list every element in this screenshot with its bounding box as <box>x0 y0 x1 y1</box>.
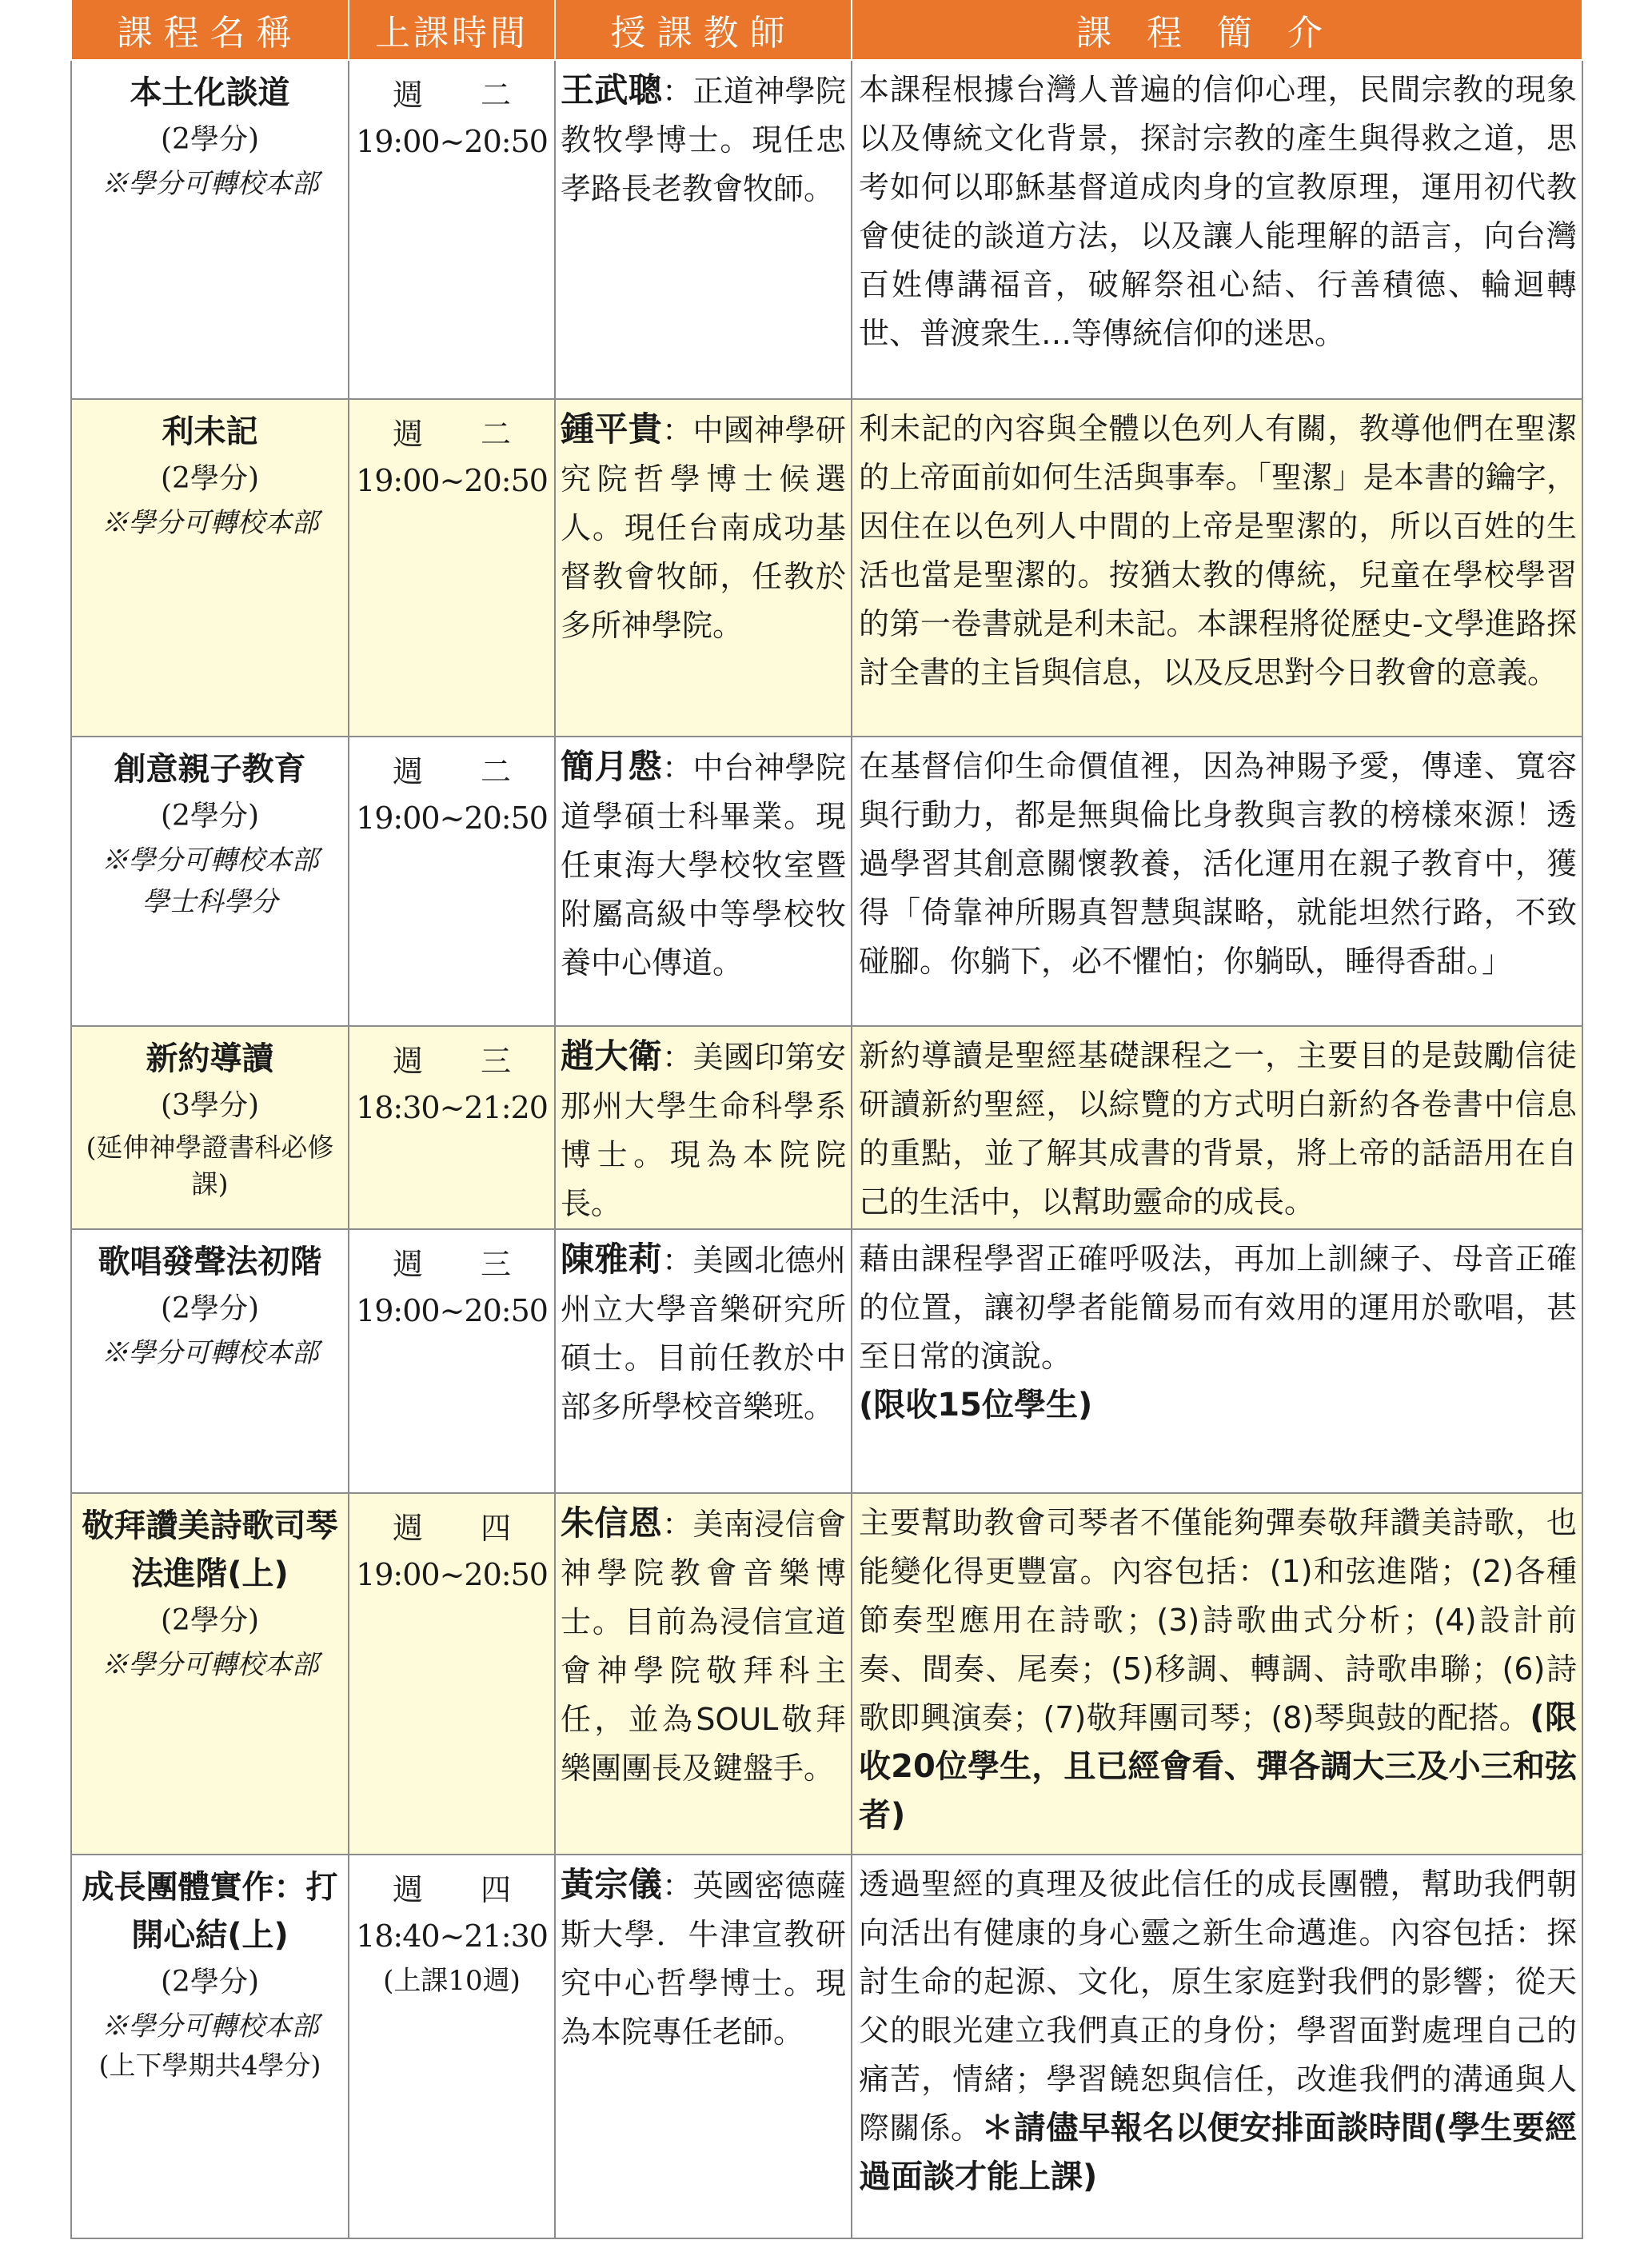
course-credits: (2學分) <box>161 1292 259 1325</box>
course-credits: (2學分) <box>161 462 259 495</box>
credit-transfer-note: ※學分可轉校本部 <box>101 507 319 539</box>
credit-transfer-note: ※學分可轉校本部 <box>101 2010 319 2042</box>
course-credits: (2學分) <box>161 123 259 156</box>
description-cell <box>852 60 1582 399</box>
instructor-name: 簡月慇 <box>561 747 663 786</box>
course-description: 主要幫助教會司琴者不僅能夠彈奏敬拜讚美詩歌，也能變化得更豐富。內容包括：(1)和弦進階；(2)各種節奏型應用在詩歌；(3)詩歌曲式分析；(4)設計前奏、間奏、尾奏；(5)移調、轉調、詩歌串聯；(6)詩歌即興演奏；(7)敬拜團司琴；(8)琴與鼓的配搭。 <box>859 1505 1577 1735</box>
class-day: 週 二 <box>392 754 536 789</box>
header-course-name: 課程名稱 <box>71 0 349 60</box>
instructor-bio: ：中國神學研究院哲學博士候選人。現任台南成功基督教會牧師，任教於多所神學院。 <box>561 413 846 643</box>
instructor-cell <box>555 1493 852 1855</box>
instructor-name: 朱信恩 <box>561 1503 663 1543</box>
instructor-bio: ：英國密德薩斯大學．牛津宣教研究中心哲學博士。現為本院專任老師。 <box>561 1868 846 2050</box>
credit-transfer-note: ※學分可轉校本部 <box>101 1337 319 1369</box>
table-header-row <box>71 0 1582 60</box>
course-title: 敬拜讚美詩歌司琴法進階(上) <box>82 1507 338 1592</box>
course-name-cell <box>71 1855 349 2238</box>
class-time-cell <box>349 1493 555 1855</box>
class-time-cell <box>349 737 555 1026</box>
class-time-cell <box>349 399 555 737</box>
class-hours: 19:00~20:50 <box>356 1293 548 1328</box>
class-hours: 19:00~20:50 <box>356 124 548 159</box>
credit-category-note: 學士科學分 <box>142 886 278 918</box>
course-table <box>70 0 1583 2239</box>
instructor-name: 黃宗儀 <box>561 1865 663 1904</box>
course-credits: (2學分) <box>161 800 259 833</box>
class-time-cell <box>349 1229 555 1493</box>
class-time-cell <box>349 1026 555 1229</box>
course-credits: (2學分) <box>161 1604 259 1637</box>
header-class-time: 上課時間 <box>349 0 555 60</box>
header-description: 課程簡介 <box>852 0 1582 60</box>
instructor-name: 趙大衛 <box>561 1036 663 1076</box>
credit-transfer-note: ※學分可轉校本部 <box>101 844 319 876</box>
course-description: 透過聖經的真理及彼此信任的成長團體，幫助我們朝向活出有健康的身心靈之新生命邁進。內容包括：探討生命的起源、文化，原生家庭對我們的影響；從天父的眼光建立我們真正的身份；學習面對處理自己的痛苦，情緒；學習饒恕與信任，改進我們的溝通與人際關係。 <box>859 1867 1577 2146</box>
instructor-name: 王武聰 <box>561 70 663 110</box>
description-cell <box>852 1493 1582 1855</box>
course-table-sheet <box>70 0 1582 2231</box>
course-name-cell <box>71 737 349 1026</box>
course-name-cell <box>71 1493 349 1855</box>
header-instructor: 授課教師 <box>555 0 852 60</box>
instructor-cell <box>555 399 852 737</box>
credit-transfer-note: ※學分可轉校本部 <box>101 1649 319 1681</box>
description-cell <box>852 737 1582 1026</box>
course-name-cell <box>71 60 349 399</box>
instructor-cell <box>555 737 852 1026</box>
description-cell <box>852 1026 1582 1229</box>
class-day: 週 四 <box>392 1511 536 1546</box>
class-day: 週 二 <box>392 417 536 452</box>
instructor-bio: ：美國北德州州立大學音樂研究所碩士。目前任教於中部多所學校音樂班。 <box>561 1243 846 1424</box>
enrollment-limit: (限收15位學生) <box>859 1387 1093 1423</box>
credit-transfer-note: ※學分可轉校本部 <box>101 168 319 200</box>
course-credits: (2學分) <box>161 1966 259 1998</box>
course-name-cell <box>71 1229 349 1493</box>
table-row <box>71 1855 1582 2238</box>
class-day: 週 四 <box>392 1872 536 1907</box>
class-weeks: (上課10週) <box>383 1965 521 1997</box>
class-hours: 19:00~20:50 <box>356 463 548 498</box>
class-time-cell <box>349 1855 555 2238</box>
course-description: 在基督信仰生命價值裡，因為神賜予愛，傳達、寬容與行動力，都是無與倫比身教與言教的榜樣來源！透過學習其創意關懷教養，活化運用在親子教育中，獲得「倚靠神所賜真智慧與謀略，就能坦然行路，不致碰腳。你躺下，必不懼怕；你躺臥，睡得香甜。」 <box>859 749 1577 979</box>
instructor-name: 鍾平貴 <box>561 409 663 449</box>
instructor-bio: ：正道神學院教牧學博士。現任忠孝路長老教會牧師。 <box>561 74 846 206</box>
class-hours: 19:00~20:50 <box>356 801 548 836</box>
class-day: 週 三 <box>392 1247 536 1282</box>
instructor-cell <box>555 1855 852 2238</box>
instructor-bio: ：中台神學院道學碩士科畢業。現任東海大學校牧室暨附屬高級中等學校牧養中心傳道。 <box>561 750 846 980</box>
course-title: 創意親子教育 <box>114 751 306 788</box>
class-hours: 18:40~21:30 <box>356 1919 548 1954</box>
course-name-cell <box>71 1026 349 1229</box>
table-row <box>71 1229 1582 1493</box>
course-title: 新約導讀 <box>146 1040 274 1077</box>
course-title: 成長團體實作：打開心結(上) <box>82 1869 338 1954</box>
interview-notice: ＊請儘早報名以便安排面談時間(學生要經過面談才能上課) <box>859 2110 1577 2195</box>
table-row <box>71 60 1582 399</box>
instructor-cell <box>555 1229 852 1493</box>
total-credits-note: (上下學期共4學分) <box>98 2050 321 2081</box>
course-title: 利未記 <box>162 413 258 450</box>
class-day: 週 二 <box>392 78 536 113</box>
instructor-bio: ：美南浸信會神學院教會音樂博士。目前為浸信宣道會神學院敬拜科主任，並為SOUL敬拜樂團團長及鍵盤手。 <box>561 1507 846 1786</box>
description-cell <box>852 1229 1582 1493</box>
instructor-bio: ：美國印第安那州大學生命科學系博士。現為本院院長。 <box>561 1040 846 1221</box>
course-description: 新約導讀是聖經基礎課程之一，主要目的是鼓勵信徒研讀新約聖經，以綜覽的方式明白新約各卷書中信息的重點，並了解其成書的背景，將上帝的話語用在自己的生活中，以幫助靈命的成長。 <box>859 1038 1577 1220</box>
class-hours: 19:00~20:50 <box>356 1557 548 1592</box>
class-hours: 18:30~21:20 <box>356 1090 548 1125</box>
course-credits: (3學分) <box>161 1089 259 1122</box>
instructor-cell <box>555 1026 852 1229</box>
course-title: 本土化談道 <box>130 74 290 111</box>
table-row <box>71 1026 1582 1229</box>
course-description: 藉由課程學習正確呼吸法，再加上訓練子、母音正確的位置，讓初學者能簡易而有效用的運用於歌唱，甚至日常的演說。 <box>859 1241 1577 1374</box>
instructor-name: 陳雅莉 <box>561 1240 663 1279</box>
class-time-cell <box>349 60 555 399</box>
description-cell <box>852 1855 1582 2238</box>
course-description: 利未記的內容與全體以色列人有關，教導他們在聖潔的上帝面前如何生活與事奉。「聖潔」是本書的鑰字，因住在以色列人中間的上帝是聖潔的，所以百姓的生活也當是聖潔的。按猶太教的傳統，兒童在學校學習的第一卷書就是利未記。本課程將從歷史-文學進路探討全書的主旨與信息，以及反思對今日教會的意義。 <box>859 411 1577 690</box>
class-day: 週 三 <box>392 1044 536 1079</box>
table-row <box>71 399 1582 737</box>
instructor-cell <box>555 60 852 399</box>
enrollment-limit: (限收20位學生，且已經會看、彈各調大三及小三和弦者) <box>859 1699 1577 1834</box>
program-requirement-note: (延伸神學證書科必修課) <box>86 1132 334 1200</box>
description-cell <box>852 399 1582 737</box>
course-name-cell <box>71 399 349 737</box>
table-row <box>71 1493 1582 1855</box>
table-row <box>71 737 1582 1026</box>
course-description: 本課程根據台灣人普遍的信仰心理，民間宗教的現象以及傳統文化背景，探討宗教的產生與得救之道，思考如何以耶穌基督道成肉身的宣教原理，運用初代教會使徒的談道方法，以及讓人能理解的語言，向台灣百姓傳講福音，破解祭祖心結、行善積德、輪迴轉世、普渡衆生…等傳統信仰的迷思。 <box>859 72 1577 351</box>
course-title: 歌唱發聲法初階 <box>98 1244 322 1280</box>
